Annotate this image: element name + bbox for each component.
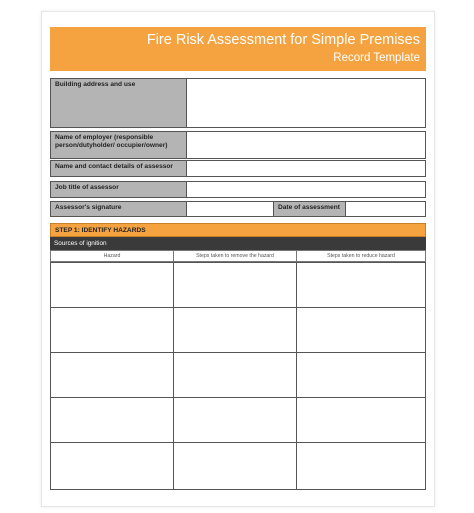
- assessor-job-label: Job title of assessor: [50, 181, 187, 198]
- table-cell[interactable]: [50, 397, 174, 443]
- table-cell[interactable]: [50, 442, 174, 490]
- assessor-signature-field[interactable]: [186, 201, 274, 217]
- title-banner: [50, 27, 426, 71]
- assessment-date-field[interactable]: [345, 201, 426, 217]
- column-header-reduce: Steps taken to reduce hazard: [296, 250, 426, 262]
- document-page: [41, 11, 435, 507]
- building-address-field[interactable]: [186, 78, 426, 128]
- table-cell[interactable]: [296, 352, 426, 398]
- assessor-job-field[interactable]: [186, 181, 426, 198]
- table-cell[interactable]: [296, 442, 426, 490]
- assessment-date-label: Date of assessment: [273, 201, 346, 217]
- assessor-contact-label: Name and contact details of assessor: [50, 160, 187, 177]
- section-heading: Sources of ignition: [50, 237, 426, 250]
- table-cell[interactable]: [50, 352, 174, 398]
- table-cell[interactable]: [296, 262, 426, 308]
- column-header-remove: Steps taken to remove the hazard: [173, 250, 297, 262]
- table-cell[interactable]: [173, 397, 297, 443]
- table-cell[interactable]: [173, 307, 297, 353]
- employer-name-field[interactable]: [186, 131, 426, 159]
- table-cell[interactable]: [50, 307, 174, 353]
- table-cell[interactable]: [173, 352, 297, 398]
- document-subtitle: Record Template: [333, 52, 420, 64]
- employer-name-label: Name of employer (responsible person/dutyholder/ occupier/owner): [50, 131, 187, 159]
- table-cell[interactable]: [50, 262, 174, 308]
- table-cell[interactable]: [173, 262, 297, 308]
- assessor-signature-label: Assessor's signature: [50, 201, 187, 217]
- table-cell[interactable]: [296, 397, 426, 443]
- column-header-hazard: Hazard: [50, 250, 174, 262]
- table-cell[interactable]: [296, 307, 426, 353]
- assessor-contact-field[interactable]: [186, 160, 426, 177]
- building-address-label: Building address and use: [50, 78, 187, 128]
- step-heading: STEP 1: IDENTIFY HAZARDS: [50, 223, 426, 237]
- document-title: Fire Risk Assessment for Simple Premises: [146, 32, 420, 48]
- table-cell[interactable]: [173, 442, 297, 490]
